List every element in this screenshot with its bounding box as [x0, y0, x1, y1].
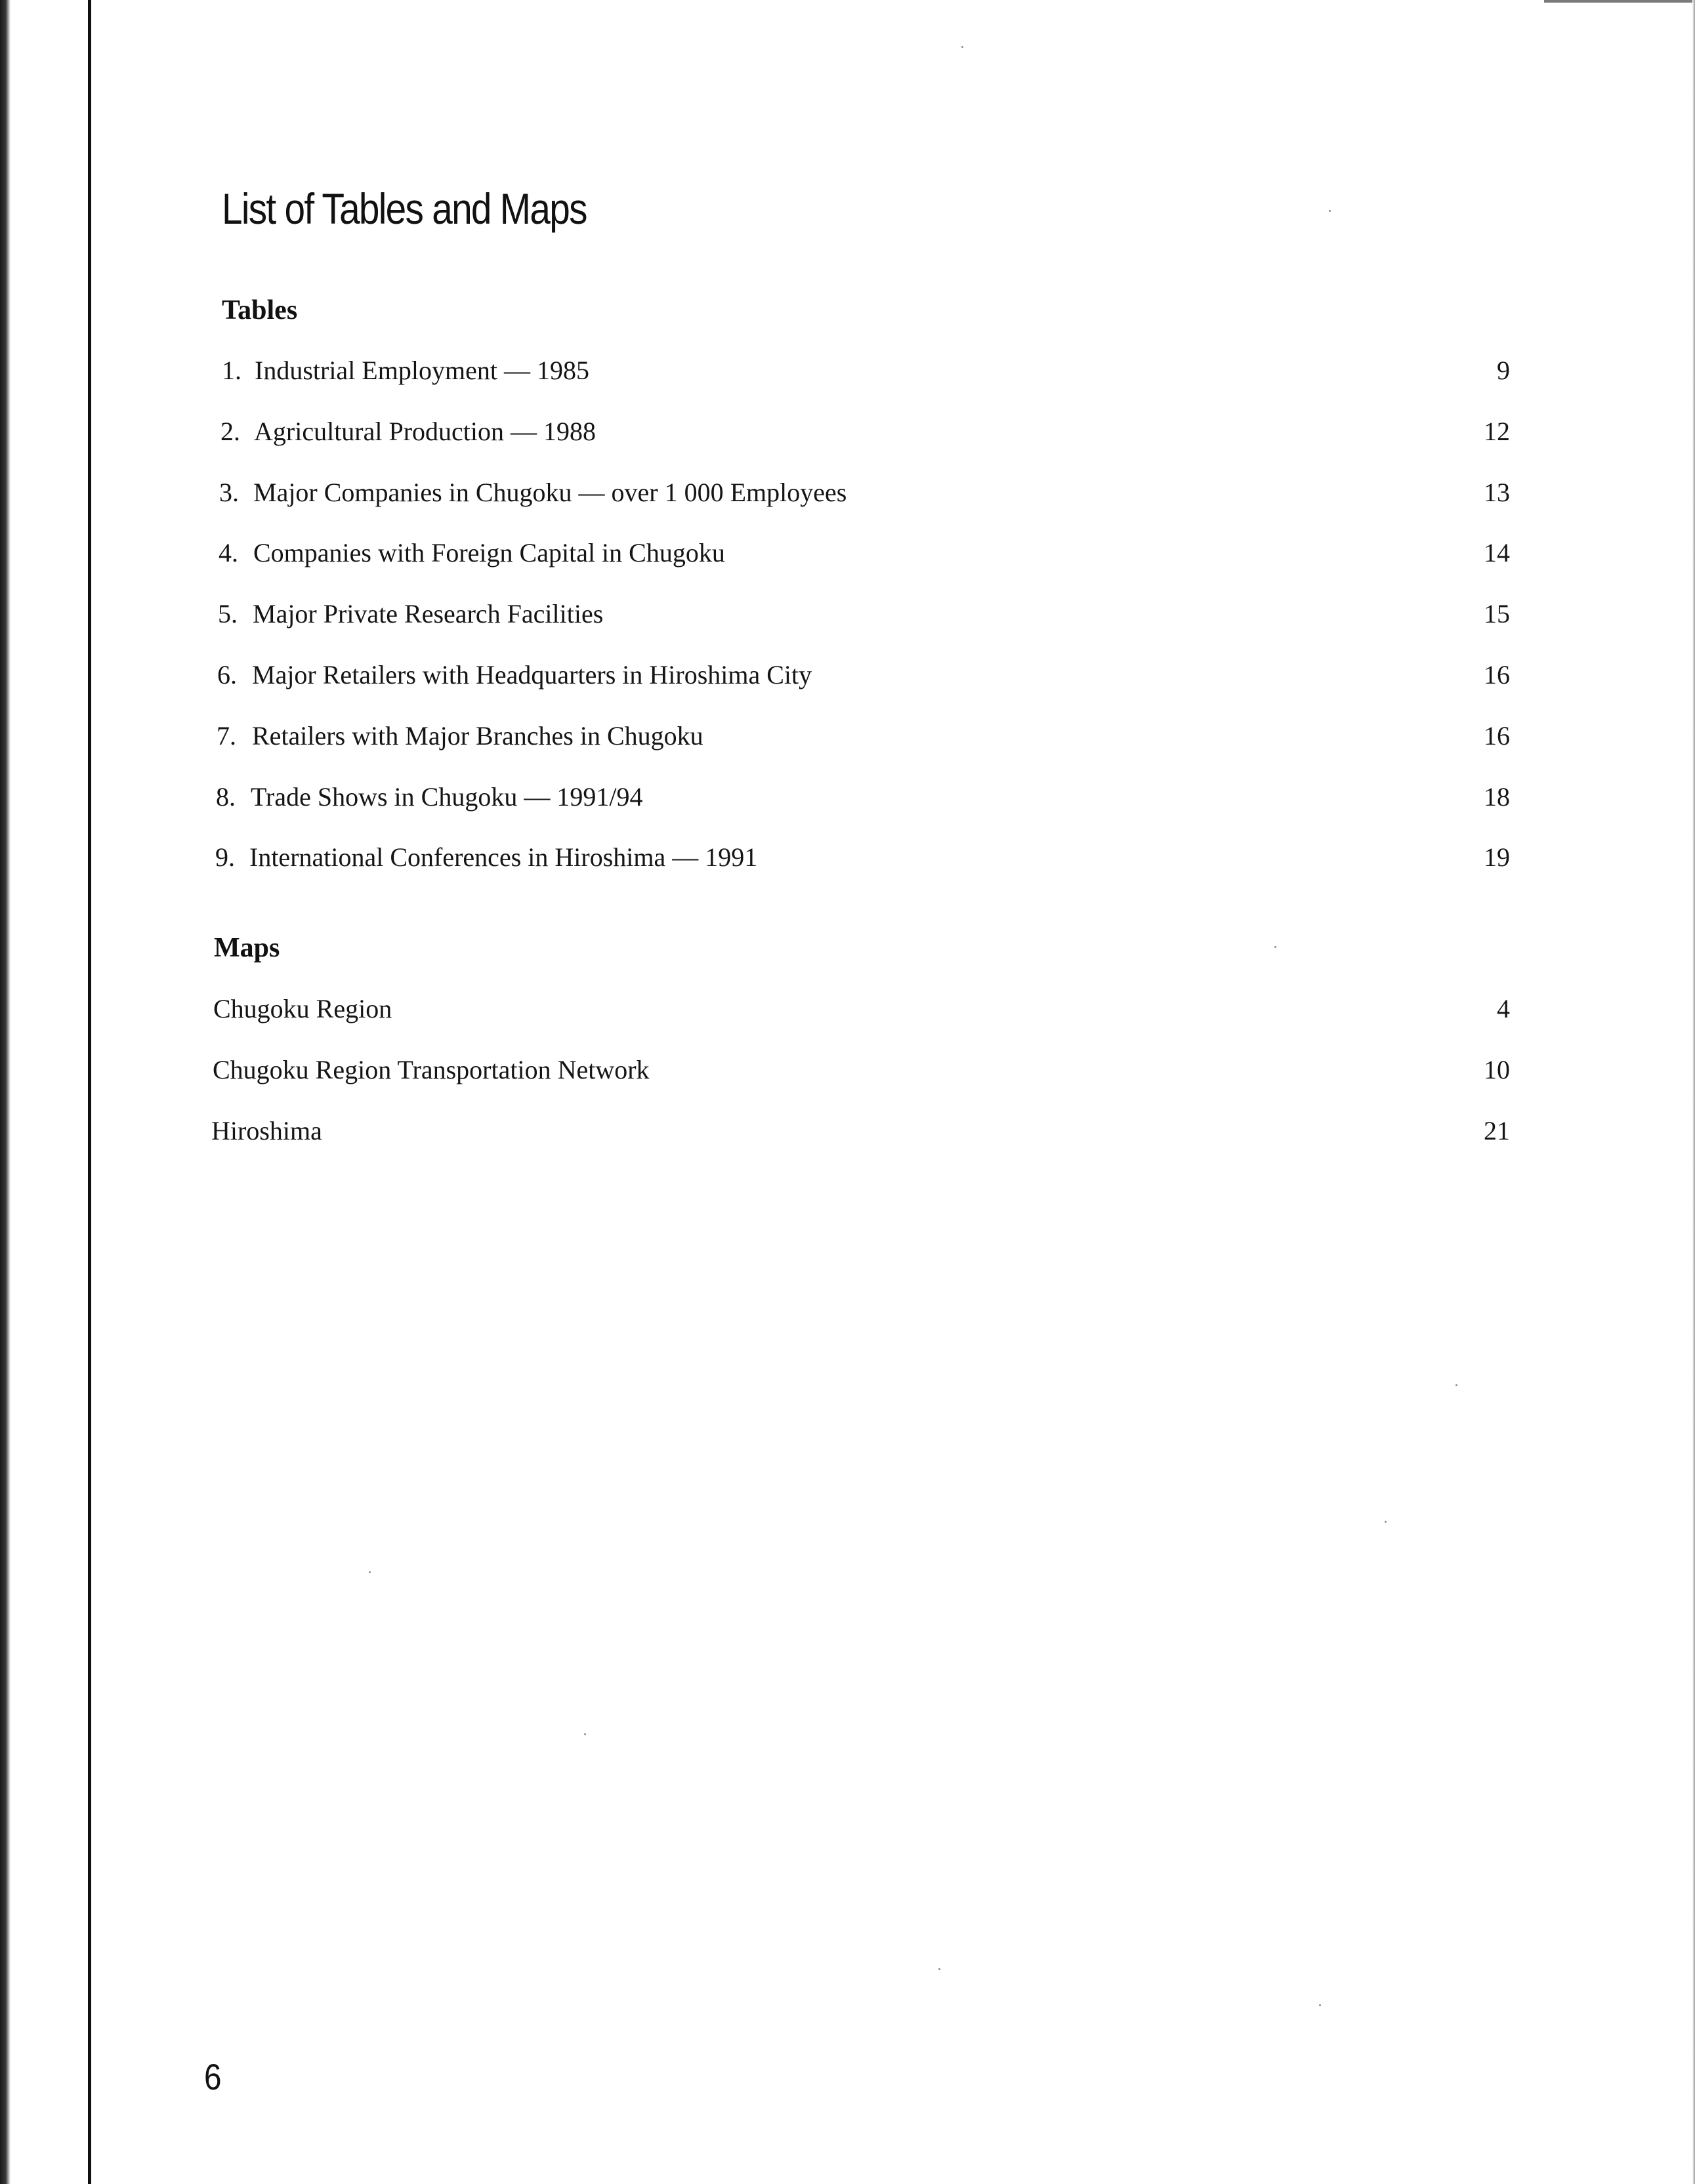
scan-speck: [584, 1733, 586, 1735]
binding-shadow: [0, 0, 10, 2184]
table-entry-title: Major Retailers with Headquarters in Hiroshima City: [252, 660, 812, 690]
table-entry-page: 15: [1484, 599, 1510, 628]
table-entry-6: [0, 662, 1695, 695]
table-entry-title: Major Companies in Chugoku — over 1 000 Employees: [253, 478, 847, 507]
scan-speck: [1274, 946, 1276, 948]
scan-speck: [1319, 2004, 1321, 2006]
scan-speck: [1455, 1384, 1457, 1386]
table-entry-number: 9.: [215, 842, 235, 872]
table-entry-number: 8.: [216, 782, 236, 812]
table-entry-title: Major Private Research Facilities: [253, 599, 604, 628]
table-entry-page: 18: [1484, 782, 1510, 812]
scan-speck: [369, 1571, 371, 1573]
map-entry-page: 4: [1497, 994, 1510, 1023]
table-entry-number: 1.: [222, 356, 241, 385]
table-entry-page: 16: [1484, 660, 1510, 690]
table-entry-title: Trade Shows in Chugoku — 1991/94: [251, 782, 643, 812]
table-entry-title: Agricultural Production — 1988: [254, 417, 596, 446]
tables-section-title: Tables: [222, 295, 298, 325]
page-title: List of Tables and Maps: [222, 184, 587, 233]
table-entry-8: [0, 784, 1695, 817]
table-entry-number: 2.: [220, 417, 240, 446]
table-entry-2: [0, 419, 1695, 451]
map-entry-1: [0, 996, 1695, 1029]
table-entry-9: [0, 844, 1695, 877]
table-entry-title: Retailers with Major Branches in Chugoku: [252, 721, 703, 751]
map-entry-title: Hiroshima: [211, 1116, 322, 1145]
table-entry-page: 16: [1484, 721, 1510, 751]
table-entry-title: International Conferences in Hiroshima — 1991: [249, 842, 758, 872]
table-entry-number: 5.: [218, 599, 238, 628]
table-entry-page: 9: [1497, 356, 1510, 385]
map-entry-title: Chugoku Region: [213, 994, 392, 1023]
map-entry-page: 10: [1484, 1055, 1510, 1084]
scan-speck: [1329, 210, 1331, 212]
table-entry-page: 19: [1484, 842, 1510, 872]
table-entry-title: Companies with Foreign Capital in Chugoku: [253, 538, 725, 567]
table-entry-4: [0, 540, 1695, 573]
table-entry-3: [0, 480, 1695, 512]
table-entry-5: [0, 601, 1695, 634]
top-right-edge: [1544, 0, 1695, 3]
map-entry-title: Chugoku Region Transportation Network: [213, 1055, 650, 1084]
table-entry-number: 4.: [219, 538, 238, 567]
table-entry-page: 13: [1484, 478, 1510, 507]
map-entry-3: [0, 1118, 1695, 1151]
page-number: 6: [204, 2056, 222, 2097]
right-edge-shadow: [1692, 0, 1695, 2184]
table-entry-title: Industrial Employment — 1985: [255, 356, 589, 385]
scan-speck: [938, 1968, 940, 1970]
table-entry-page: 14: [1484, 538, 1510, 567]
binding-edge-line: [88, 0, 91, 2184]
table-entry-1: [0, 358, 1695, 390]
scan-speck: [961, 46, 963, 48]
table-entry-number: 7.: [217, 721, 236, 751]
map-entry-2: [0, 1057, 1695, 1090]
table-entry-number: 3.: [219, 478, 239, 507]
scan-speck: [1385, 1521, 1387, 1523]
table-entry-page: 12: [1484, 417, 1510, 446]
maps-section-title: Maps: [214, 933, 280, 963]
table-entry-number: 6.: [217, 660, 237, 690]
map-entry-page: 21: [1484, 1116, 1510, 1145]
table-entry-7: [0, 723, 1695, 756]
